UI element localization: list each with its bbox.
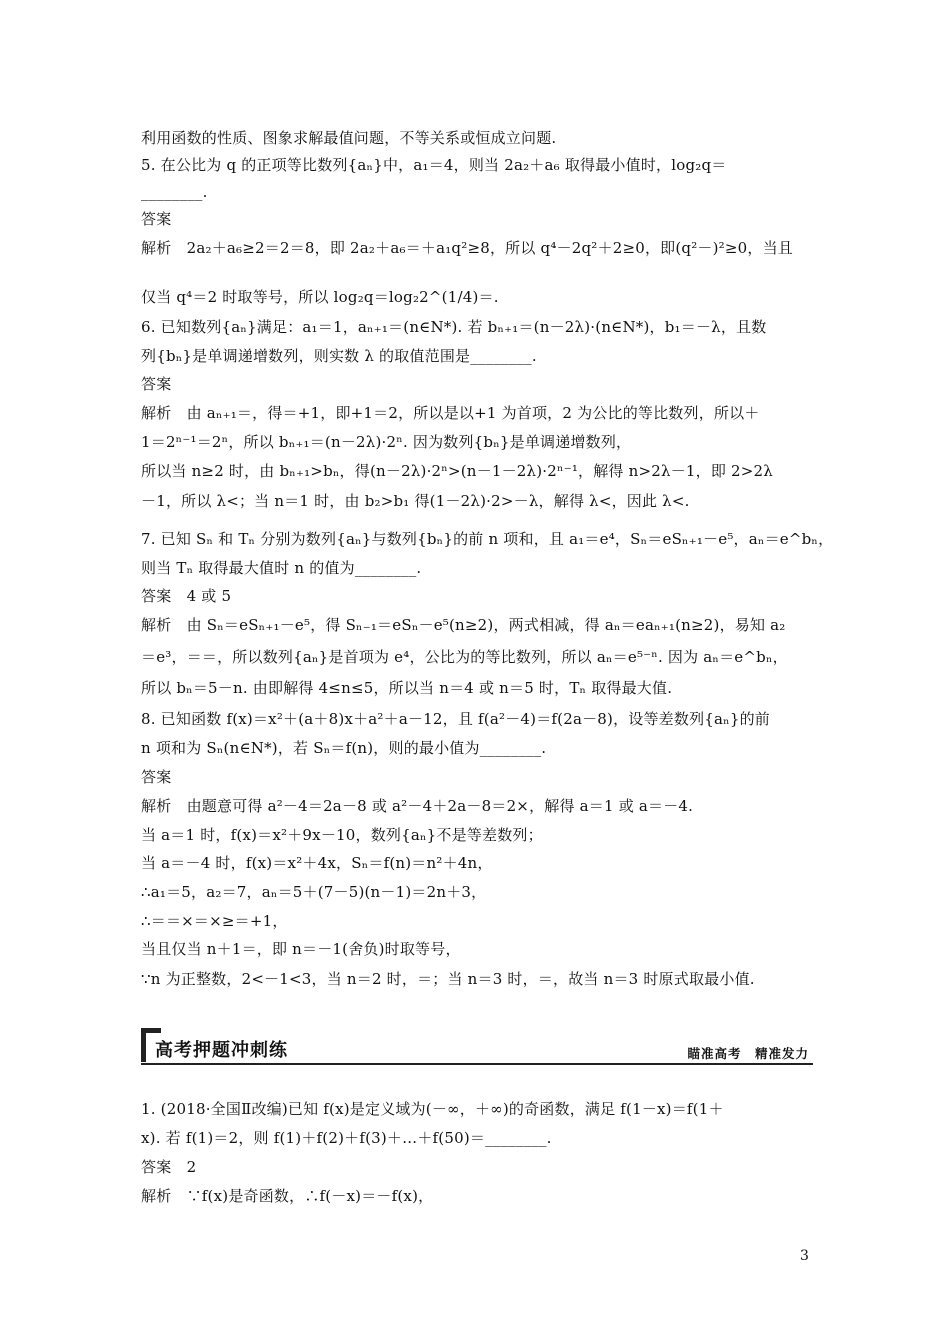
solution-line: 所以当 n≥2 时，由 bₙ₊₁>bₙ，得(n－2λ)·2ⁿ>(n－1－2λ)·2ⁿ⁻¹，解得 n>2λ－1，即 2>2λ — [141, 462, 773, 480]
problem-7-question: 7. 已知 Sₙ 和 Tₙ 分别为数列{aₙ}与数列{bₙ}的前 n 项和，且 a₁＝e⁴，Sₙ＝eSₙ₊₁－e⁵，aₙ＝e^bₙ， — [141, 530, 834, 548]
solution-line: ＝e³，＝＝，所以数列{aₙ}是首项为 e⁴，公比为的等比数列，所以 aₙ＝e⁵⁻ⁿ. 因为 aₙ＝e^bₙ， — [141, 648, 788, 666]
text-line: n 项和为 Sₙ(n∈N*)，若 Sₙ＝f(n)，则的最小值为________. — [141, 739, 547, 757]
section-subtitle: 瞄准高考 精准发力 — [687, 1046, 809, 1061]
solution-line: ∴＝＝×＝×≥＝+1， — [141, 912, 288, 930]
solution-line: 当 a＝－4 时，f(x)＝x²＋4x，Sₙ＝f(n)＝n²＋4n， — [141, 854, 493, 872]
solution-line: 1＝2ⁿ⁻¹＝2ⁿ，所以 bₙ₊₁＝(n－2λ)·2ⁿ. 因为数列{bₙ}是单调递增数列， — [141, 433, 632, 451]
solution-line: 解析 2a₂＋a₆≥2＝2＝8，即 2a₂＋a₆＝＋a₁q²≥8，所以 q⁴－2q²＋2≥0，即(q²－)²≥0，当且 — [141, 239, 794, 257]
solution-line: 仅当 q⁴＝2 时取等号，所以 log₂q＝log₂2^(1/4)＝. — [141, 288, 499, 306]
text-line: x). 若 f(1)＝2，则 f(1)＋f(2)＋f(3)＋…＋f(50)＝________. — [141, 1129, 552, 1147]
solution-line: 解析 ∵f(x)是奇函数，∴f(－x)＝－f(x)， — [141, 1187, 434, 1205]
corner-bracket-icon — [141, 1028, 146, 1062]
solution-line: ∵n 为正整数，2<－1<3，当 n＝2 时，＝；当 n＝3 时，＝，故当 n＝3 时原式取最小值. — [141, 970, 755, 988]
section-divider — [141, 1063, 813, 1065]
text-line: 列{bₙ}是单调递增数列，则实数 λ 的取值范围是________. — [141, 347, 537, 365]
answer-line: 答案 2 — [141, 1158, 197, 1176]
solution-line: 所以 bₙ＝5－n. 由即解得 4≤n≤5，所以当 n＝4 或 n＝5 时，Tₙ 取得最大值. — [141, 679, 673, 697]
solution-line: －1，所以 λ<；当 n＝1 时，由 b₂>b₁ 得(1－2λ)·2>－λ，解得 λ<，因此 λ<. — [141, 492, 690, 510]
section-title: 高考押题冲刺练 — [155, 1040, 288, 1061]
answer-label: 答案 — [141, 768, 172, 786]
solution-line: 当 a＝1 时，f(x)＝x²＋9x－10，数列{aₙ}不是等差数列； — [141, 826, 543, 844]
answer-line: 答案 4 或 5 — [141, 587, 232, 605]
solution-line: 当且仅当 n＋1＝，即 n＝－1(舍负)时取等号， — [141, 940, 461, 958]
solution-line: 解析 由题意可得 a²－4＝2a－8 或 a²－4＋2a－8＝2×，解得 a＝1 或 a＝－4. — [141, 797, 694, 815]
problem-6-question: 6. 已知数列{aₙ}满足：a₁＝1，aₙ₊₁＝(n∈N*). 若 bₙ₊₁＝(n－2λ)·(n∈N*)，b₁＝－λ，且数 — [141, 318, 767, 336]
answer-label: 答案 — [141, 210, 172, 228]
problem-5-question: 5. 在公比为 q 的正项等比数列{aₙ}中，a₁＝4，则当 2a₂＋a₆ 取得最小值时，log₂q＝ — [141, 156, 727, 174]
solution-line: 解析 由 Sₙ＝eSₙ₊₁－e⁵，得 Sₙ₋₁＝eSₙ－e⁵(n≥2)，两式相减，得 aₙ＝eaₙ₊₁(n≥2)，易知 a₂ — [141, 616, 786, 634]
text-line: 利用函数的性质、图象求解最值问题，不等关系或恒成立问题. — [141, 129, 557, 147]
problem-8-question: 8. 已知函数 f(x)＝x²＋(a＋8)x＋a²＋a－12，且 f(a²－4)＝f(2a－8)，设等差数列{aₙ}的前 — [141, 710, 771, 728]
page-number: 3 — [800, 1248, 809, 1264]
problem-1-question: 1. (2018·全国Ⅱ改编)已知 f(x)是定义域为(－∞，＋∞)的奇函数，满足 f(1－x)＝f(1＋ — [141, 1100, 724, 1118]
text-line: 则当 Tₙ 取得最大值时 n 的值为________. — [141, 559, 422, 577]
section-header — [141, 1028, 813, 1066]
text-line: ________. — [141, 183, 208, 201]
solution-line: 解析 由 aₙ₊₁＝，得＝+1，即+1＝2，所以是以+1 为首项，2 为公比的等比数列，所以＋ — [141, 404, 760, 422]
answer-label: 答案 — [141, 375, 172, 393]
solution-line: ∴a₁＝5，a₂＝7，aₙ＝5＋(7－5)(n－1)＝2n＋3， — [141, 883, 487, 901]
